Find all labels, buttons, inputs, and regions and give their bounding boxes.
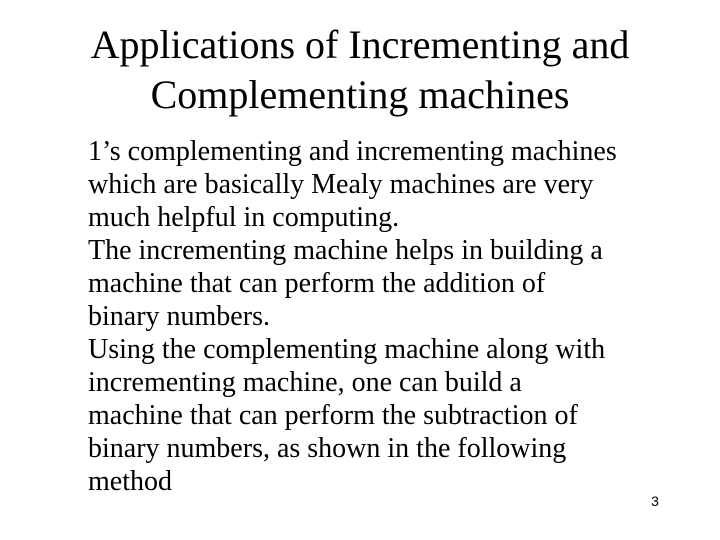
page-number: 3 [651, 493, 659, 509]
paragraph-line: binary numbers, as shown in the following [88, 433, 567, 464]
paragraph-line: much helpful in computing. [88, 202, 400, 233]
paragraph-line: 1’s complementing and incrementing machines [88, 136, 617, 167]
paragraph-line: incrementing machine, one can build a [88, 367, 522, 398]
paragraph-line: machine that can perform the subtraction of [88, 400, 578, 431]
slide-title-line-2: Complementing machines [150, 72, 570, 117]
slide-body [88, 135, 688, 498]
paragraph-subtraction [88, 333, 688, 498]
paragraph-incrementing-addition [88, 234, 688, 333]
paragraph-line: Using the complementing machine along with [88, 334, 606, 365]
paragraph-line: The incrementing machine helps in building a [88, 235, 603, 266]
slide-title [30, 20, 690, 120]
paragraph-complementing-incrementing [88, 135, 688, 234]
slide-title-line-1: Applications of Incrementing and [90, 22, 630, 67]
paragraph-line: which are basically Mealy machines are very [88, 169, 594, 200]
paragraph-line: binary numbers. [88, 301, 270, 332]
paragraph-line: method [88, 466, 172, 497]
paragraph-line: machine that can perform the addition of [88, 268, 546, 299]
